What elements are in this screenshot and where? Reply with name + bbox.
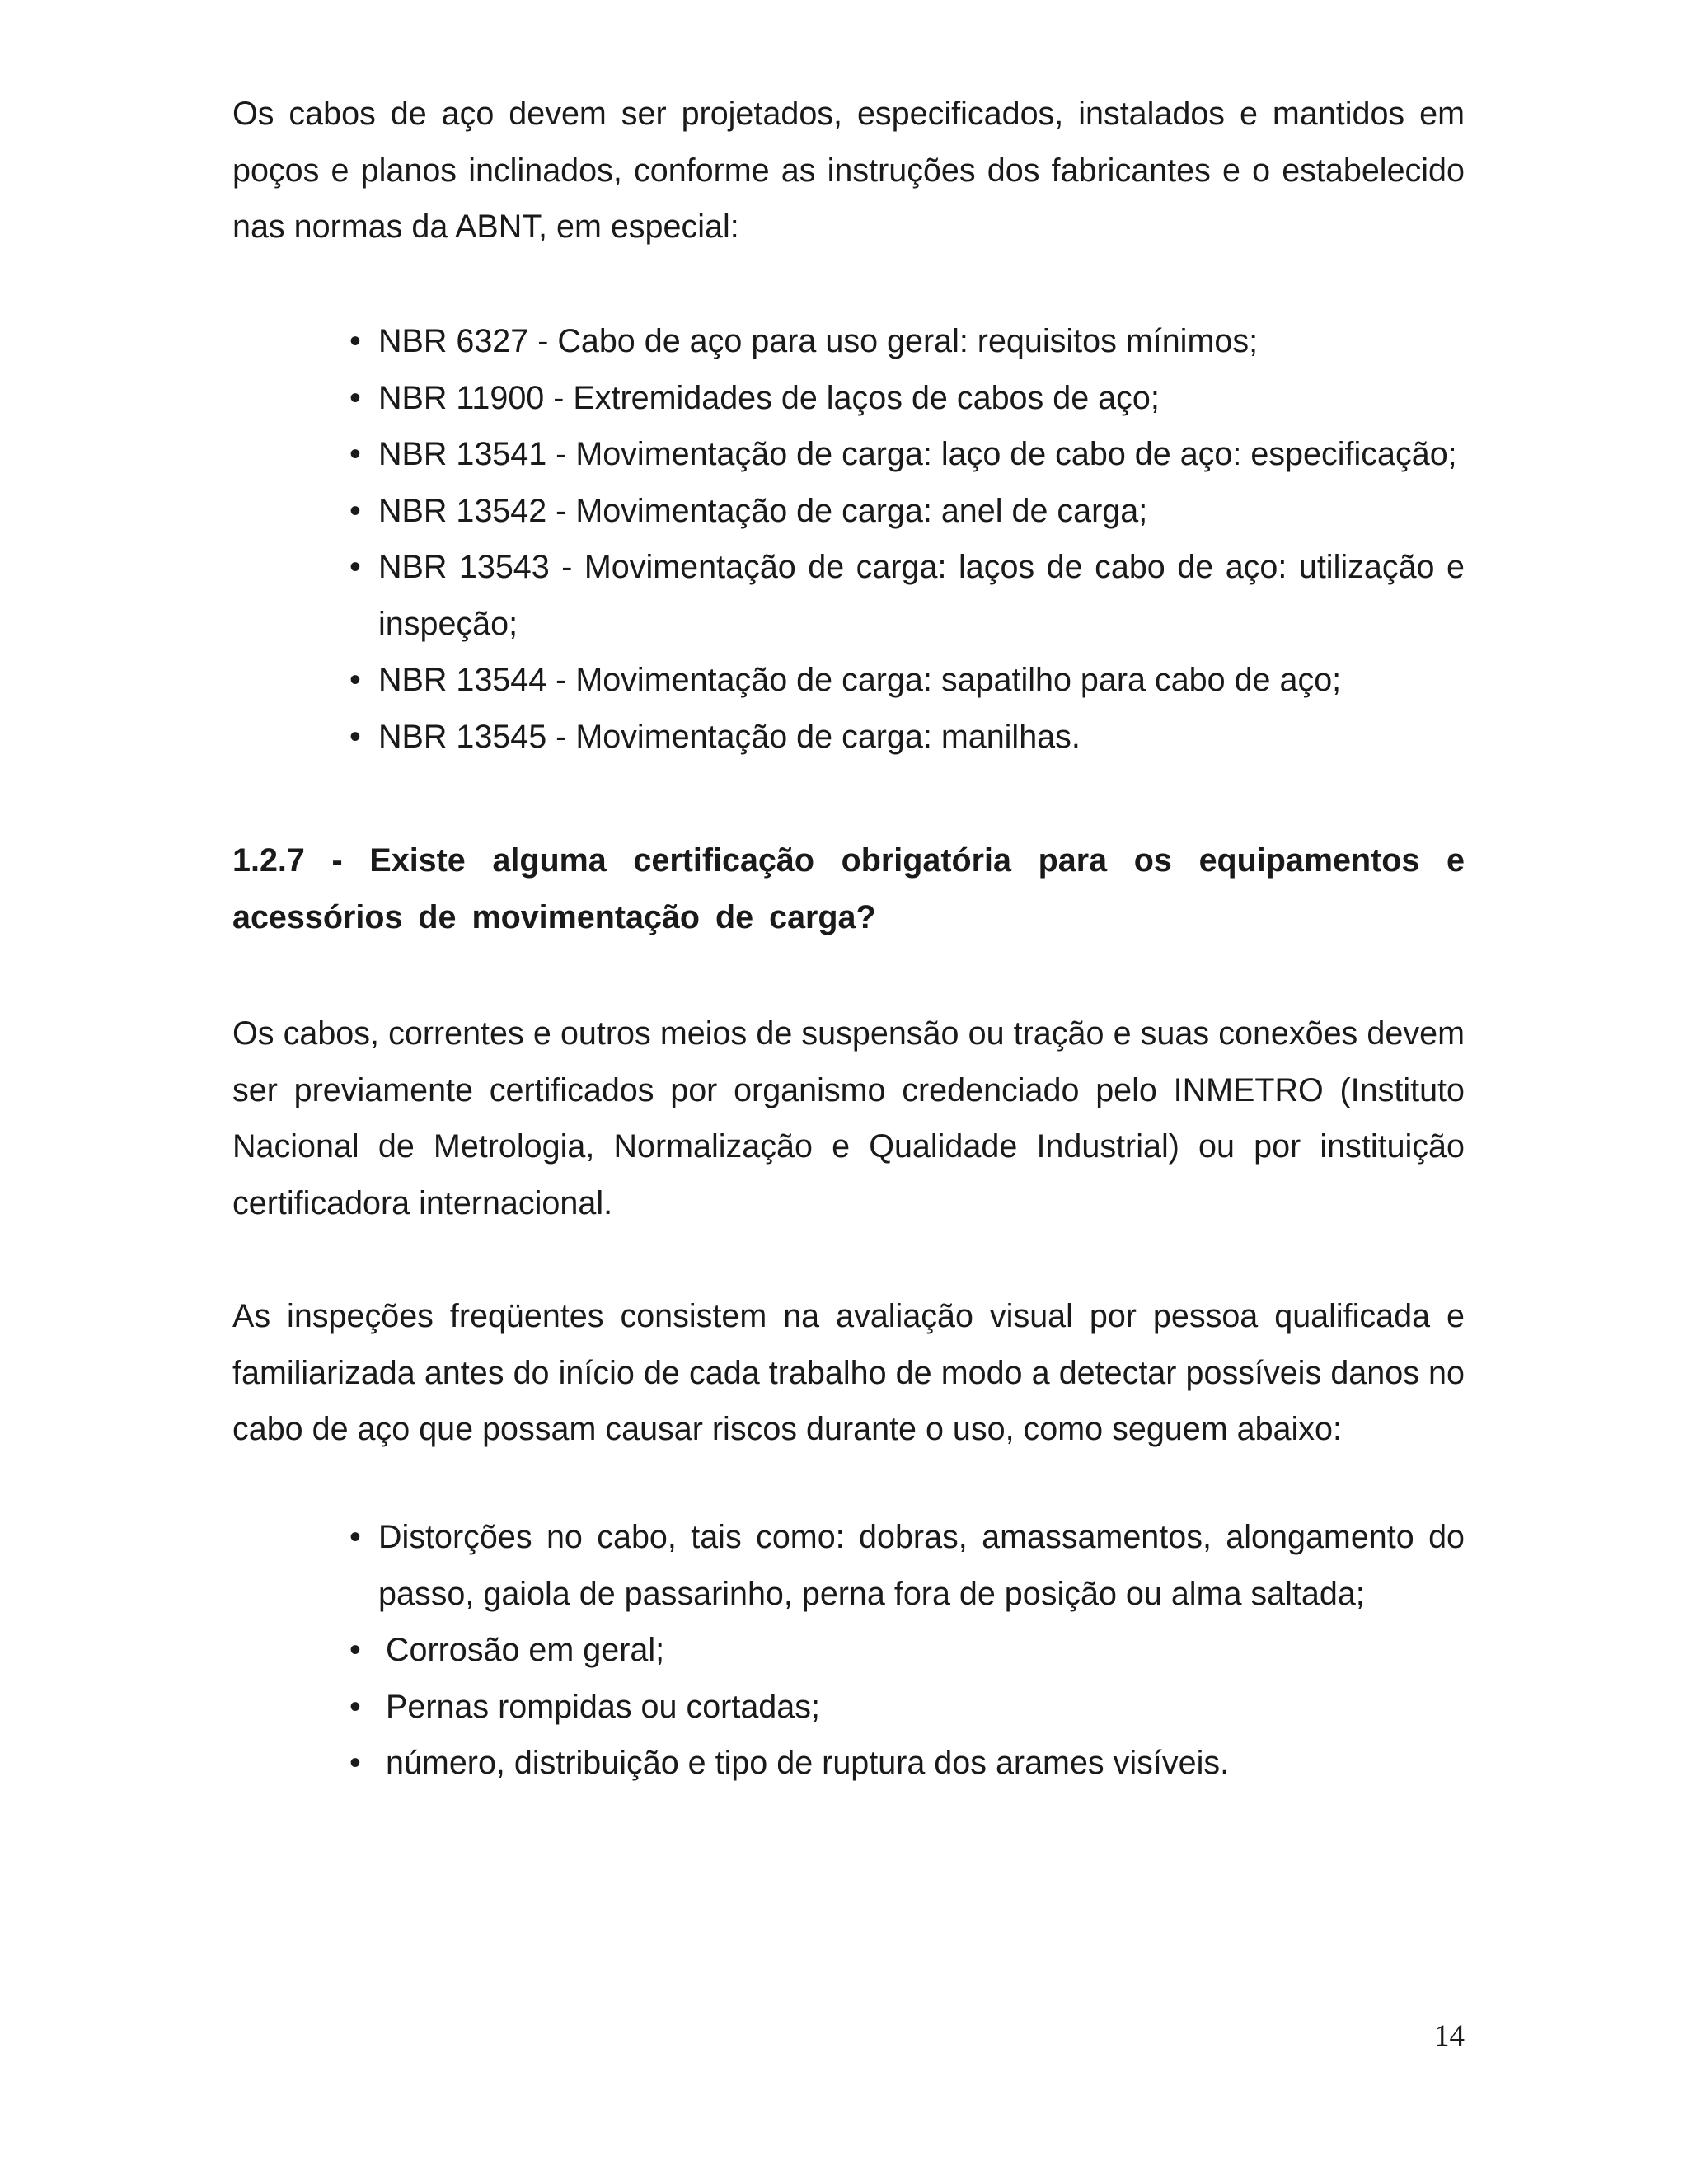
list-item — [349, 539, 1465, 652]
list-item — [349, 709, 1465, 766]
bullet-icon: • — [349, 662, 361, 698]
bullet-icon: • — [349, 1632, 361, 1668]
list-item-text: Corrosão em geral; — [386, 1632, 665, 1668]
list-item — [349, 370, 1465, 427]
standards-list — [349, 313, 1465, 765]
bullet-icon: • — [349, 492, 361, 529]
list-item-text: NBR 6327 - Cabo de aço para uso geral: requisitos mínimos; — [378, 323, 1259, 359]
list-item — [349, 1735, 1465, 1792]
bullet-icon: • — [349, 436, 361, 472]
list-item-text: NBR 13543 - Movimentação de carga: laços de cabo de aço: utilização e inspeção; — [378, 549, 1465, 642]
list-item — [349, 426, 1465, 483]
list-item-text: Distorções no cabo, tais como: dobras, amassamentos, alongamento do passo, gaiola de passarinho, perna fora de posição ou alma saltada; — [378, 1519, 1465, 1612]
damage-list — [349, 1509, 1465, 1792]
list-item-text: NBR 13542 - Movimentação de carga: anel de carga; — [378, 492, 1148, 529]
list-item — [349, 1622, 1465, 1679]
list-item-text: número, distribuição e tipo de ruptura dos arames visíveis. — [386, 1745, 1230, 1781]
bullet-icon: • — [349, 1519, 361, 1555]
inspections-paragraph: As inspeções freqüentes consistem na avaliação visual por pessoa qualificada e familiarizada antes do início de cada trabalho de modo a detectar possíveis danos no cabo de aço que possam causar riscos durante o uso, como seguem abaixo: — [232, 1298, 1465, 1447]
list-item-text: NBR 13544 - Movimentação de carga: sapatilho para cabo de aço; — [378, 662, 1342, 698]
section-heading: 1.2.7 - Existe alguma certificação obrigatória para os equipamentos e acessórios de movimentação de carga? — [232, 842, 1465, 935]
list-item — [349, 483, 1465, 540]
list-item — [349, 1509, 1465, 1622]
list-item-text: NBR 11900 - Extremidades de laços de cabos de aço; — [378, 379, 1160, 416]
list-item — [349, 1679, 1465, 1736]
certification-paragraph: Os cabos, correntes e outros meios de suspensão ou tração e suas conexões devem ser previamente certificados por organismo credenciado pelo INMETRO (Instituto Nacional de Metrologia, Normalização e Qualidade Industrial) ou por instituição certificadora internacional. — [232, 1015, 1465, 1221]
list-item — [349, 652, 1465, 709]
bullet-icon: • — [349, 549, 361, 585]
list-item-text: NBR 13541 - Movimentação de carga: laço de cabo de aço: especificação; — [378, 436, 1457, 472]
list-item-text: Pernas rompidas ou cortadas; — [386, 1688, 820, 1725]
bullet-icon: • — [349, 1745, 361, 1781]
intro-paragraph: Os cabos de aço devem ser projetados, especificados, instalados e mantidos em poços e planos inclinados, conforme as instruções dos fabricantes e o estabelecido nas normas da ABNT, em especial: — [232, 96, 1465, 245]
list-item-text: NBR 13545 - Movimentação de carga: manilhas. — [378, 718, 1081, 755]
page-number: 14 — [1434, 2019, 1465, 2053]
bullet-icon: • — [349, 379, 361, 416]
bullet-icon: • — [349, 323, 361, 359]
bullet-icon: • — [349, 718, 361, 755]
bullet-icon: • — [349, 1688, 361, 1725]
list-item — [349, 313, 1465, 370]
